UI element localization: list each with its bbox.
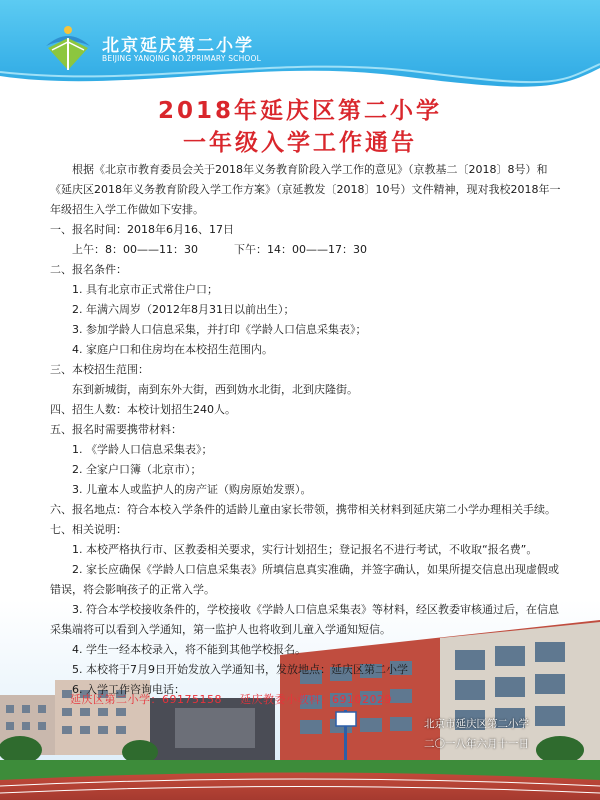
section7-heading: 七、相关说明： [50, 523, 127, 536]
list-item: 3. 符合本学校接收条件的，学校接收《学龄人口信息采集表》等材料，经区教委审核通过后，在信息采集端将可以看到入学通知，第一监护人也将收到儿童入学通知短信。 [50, 603, 559, 636]
section2-heading: 二、报名条件： [50, 263, 127, 276]
signature-org: 北京市延庆区第二小学 [424, 718, 529, 730]
list-item: 3. 参加学龄人口信息采集，并打印《学龄人口信息采集表》； [72, 323, 367, 336]
intro-paragraph: 根据《北京市教育委员会关于2018年义务教育阶段入学工作的意见》（京教基二〔2018〕8号）和《延庆区2018年义务教育阶段入学工作方案》（京延教发〔2018〕10号）文件精神，现对我校2018年一年级招生入学工作做如下安排。 [50, 163, 561, 216]
section6-paragraph: 六、报名地点：符合本校入学条件的适龄儿童由家长带领，携带相关材料到延庆第二小学办理相关手续。 [50, 503, 556, 516]
list-item: 4. 家庭户口和住房均在本校招生范围内。 [72, 343, 273, 356]
contact-phones [70, 691, 410, 707]
list-item: 2. 家长应确保《学龄人口信息采集表》所填信息真实准确，并签字确认，如果所提交信息出现虚假或错误，将会影响孩子的正常入学。 [50, 563, 559, 596]
afternoon-hours: 下午：14：00——17：30 [234, 243, 367, 256]
list-item: 5. 本校将于7月9日开始发放入学通知书，发放地点：延庆区第二小学 [72, 663, 408, 676]
section1-heading: 一、报名时间：2018年6月16、17日 [50, 223, 234, 236]
list-item: 2. 年满六周岁（2012年8月31日以前出生）； [72, 303, 295, 316]
signature-date: 二〇一八年六月十一日 [424, 738, 529, 750]
list-item: 2. 全家户口簿（北京市）； [72, 463, 202, 476]
section3-heading: 三、本校招生范围： [50, 363, 149, 376]
list-item: 3. 儿童本人或监护人的房产证（购房原始发票）。 [72, 483, 312, 496]
school-name-en: BEIJING YANQING NO.2PRIMARY SCHOOL [102, 54, 262, 63]
contact-bureau-phone: 延庆教委小教科：69102029 [240, 693, 392, 706]
notice-title-line1: 2018年延庆区第二小学 [157, 98, 442, 124]
section4-heading: 四、招生人数：本校计划招生240人。 [50, 403, 236, 416]
list-item: 1. 《学龄人口信息采集表》； [72, 443, 213, 456]
notice-title-line2: 一年级入学工作通告 [183, 130, 417, 156]
list-item: 4. 学生一经本校录入，将不能到其他学校报名。 [72, 643, 306, 656]
list-item: 1. 本校严格执行市、区教委相关要求，实行计划招生；登记报名不进行考试，不收取“报名费”。 [72, 543, 538, 556]
list-item: 6. 入学工作咨询电话： [72, 683, 185, 696]
contact-school-phone: 延庆区第二小学：69175158 [70, 693, 222, 706]
school-name-cn: 北京延庆第二小学 [102, 36, 254, 56]
school-logo-icon [40, 22, 96, 72]
registration-hours [50, 240, 568, 260]
enrollment-area: 东到新城街，南到东外大街，西到妫水北街，北到庆隆街。 [72, 383, 358, 396]
morning-hours: 上午：8：00——11：30 [72, 243, 198, 256]
section5-heading: 五、报名时需要携带材料： [50, 423, 182, 436]
notice-body [50, 160, 568, 700]
list-item: 1. 具有北京市正式常住户口； [72, 283, 218, 296]
